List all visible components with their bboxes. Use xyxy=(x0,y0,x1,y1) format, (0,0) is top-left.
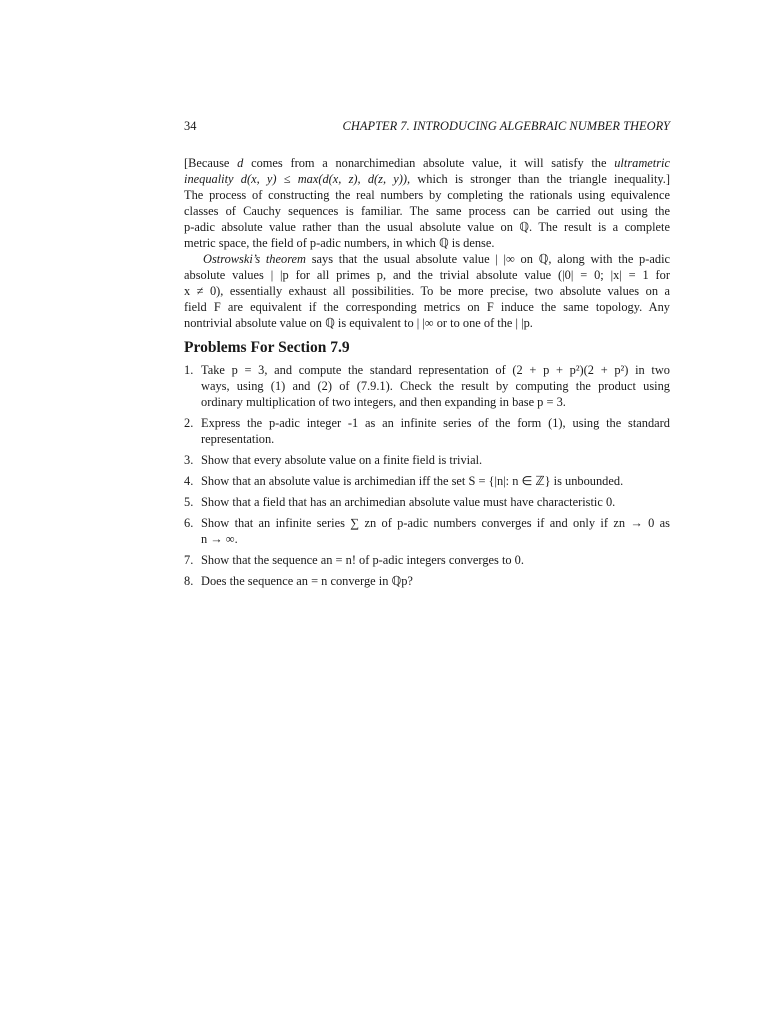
problem-line: n → ∞. xyxy=(201,532,238,546)
problem-item-6 xyxy=(184,515,670,547)
problem-number: 2. xyxy=(184,416,194,430)
paragraph2-line1: Ostrowski’s theorem says that the usual absolute value | |∞ on ℚ, along with the p-adic xyxy=(203,252,671,266)
paragraph2-line3: x ≠ 0), essentially exhaust all possibilities. To be more precise, two absolute values on a xyxy=(184,284,670,298)
paragraph2-line5: nontrivial absolute value on ℚ is equivalent to | |∞ or to one of the | |p. xyxy=(184,316,533,330)
problem-number: 6. xyxy=(184,516,194,530)
paragraph1-line2: inequality d(x, y) ≤ max(d(x, z), d(z, y)), which is stronger than the triangle inequality.] xyxy=(184,172,670,186)
problem-line: ways, using (1) and (2) of (7.9.1). Check the result by computing the product using xyxy=(201,379,670,393)
problem-line: Express the p-adic integer -1 as an infinite series of the form (1), using the standard xyxy=(201,416,670,430)
problem-line: Show that every absolute value on a finite field is trivial. xyxy=(201,453,483,467)
paragraph1-line4: classes of Cauchy sequences is familiar. The same process can be carried out using the xyxy=(184,204,670,218)
problem-line: Does the sequence an = n converge in ℚp? xyxy=(201,574,413,588)
paragraph1-line5: p-adic absolute value rather than the usual absolute value on ℚ. The result is a complete xyxy=(184,220,670,234)
page-number: 34 xyxy=(184,119,197,133)
problem-number: 4. xyxy=(184,474,194,488)
problem-number: 7. xyxy=(184,553,194,567)
paragraph1-line3: The process of constructing the real numbers by completing the rationals using equivalence xyxy=(184,188,670,202)
problem-item-1 xyxy=(184,362,670,410)
problem-line: Show that a field that has an archimedian absolute value must have characteristic 0. xyxy=(201,495,616,509)
paragraph2-line2: absolute values | |p for all primes p, and the trivial absolute value (|0| = 0; |x| = 1 for xyxy=(184,268,670,282)
problem-number: 8. xyxy=(184,574,194,588)
problem-line: Show that an absolute value is archimedian iff the set S = {|n|: n ∈ ℤ} is unbounded. xyxy=(201,474,624,488)
problem-line: ordinary multiplication of two integers, and then expanding in base p = 3. xyxy=(201,395,566,409)
paragraph1-line6: metric space, the field of p-adic numbers, in which ℚ is dense. xyxy=(184,236,495,250)
problem-item-7 xyxy=(184,552,670,568)
problem-line: Take p = 3, and compute the standard representation of (2 + p + p²)(2 + p²) in two xyxy=(201,363,670,377)
problem-line: representation. xyxy=(201,432,275,446)
problem-number: 3. xyxy=(184,453,194,467)
problem-number: 5. xyxy=(184,495,194,509)
chapter-title: CHAPTER 7. INTRODUCING ALGEBRAIC NUMBER THEORY xyxy=(342,119,670,133)
problem-item-5 xyxy=(184,494,670,510)
problem-line: Show that an infinite series ∑ zn of p-adic numbers converges if and only if zn → 0 as xyxy=(201,516,670,530)
problem-number: 1. xyxy=(184,363,194,377)
running-head xyxy=(184,119,670,139)
paragraph2-line4: field F are equivalent if the corresponding metrics on F induce the same topology. Any xyxy=(184,300,670,314)
problem-item-4 xyxy=(184,473,670,489)
problem-line: Show that the sequence an = n! of p-adic integers converges to 0. xyxy=(201,553,524,567)
problem-item-2 xyxy=(184,415,670,447)
problem-item-3 xyxy=(184,452,670,468)
problem-list xyxy=(184,362,670,594)
paragraph1-line1: [Because d comes from a nonarchimedian absolute value, it will satisfy the ultrametric xyxy=(184,156,670,170)
section-heading: Problems For Section 7.9 xyxy=(184,339,350,356)
problem-item-8 xyxy=(184,573,670,589)
body-text xyxy=(184,155,670,331)
